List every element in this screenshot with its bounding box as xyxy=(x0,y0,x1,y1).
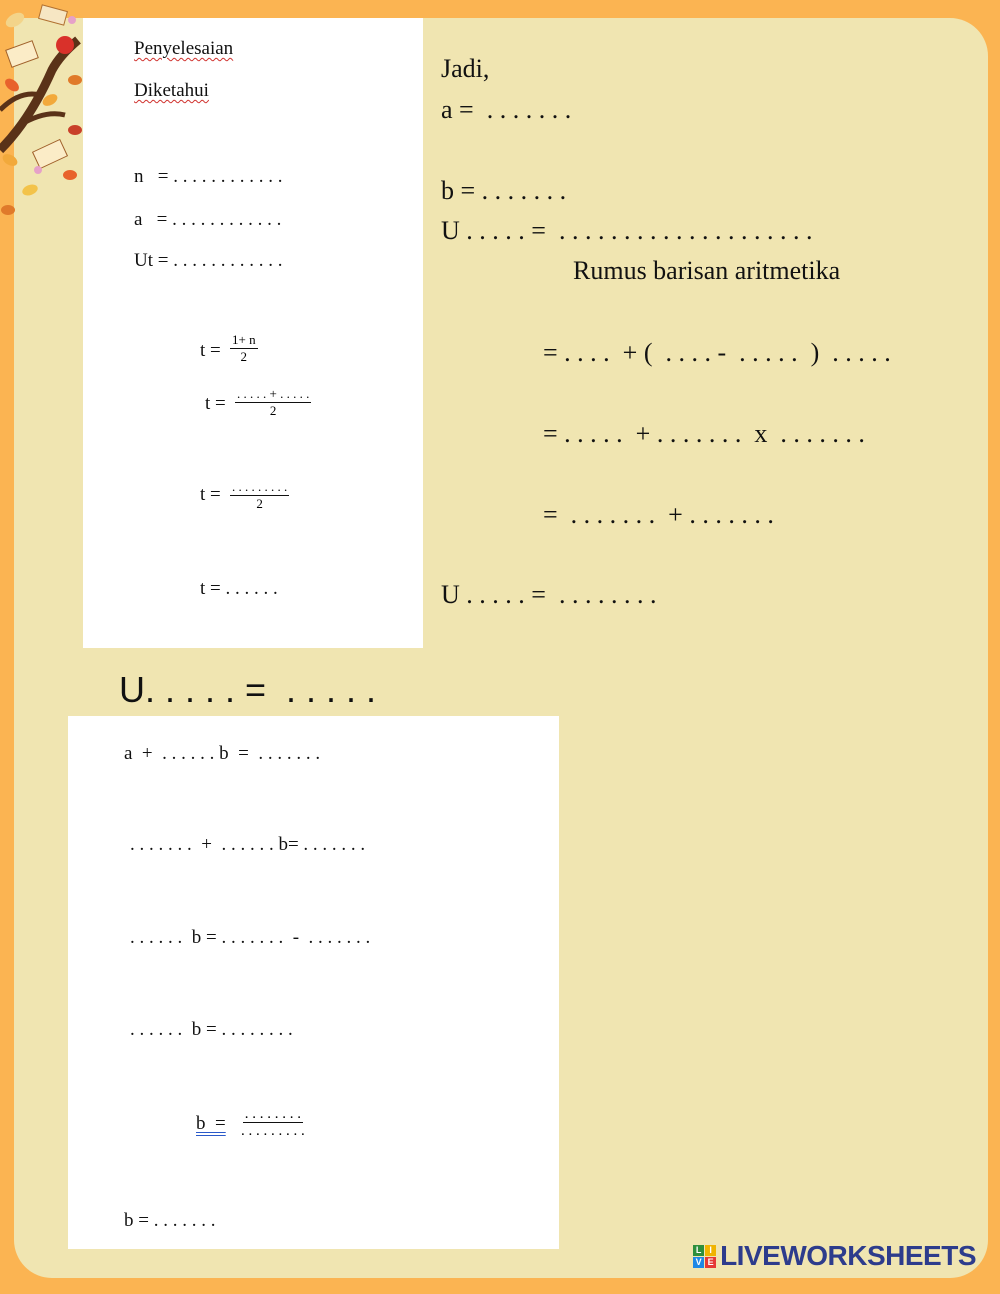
t-sum-numerator: . . . . . . . . . xyxy=(232,479,288,494)
bottom-line-2: . . . . . . . + . . . . . . b= . . . . . . . xyxy=(130,834,366,855)
jadi-label: Jadi, xyxy=(441,54,490,83)
liveworksheets-logo-icon: L I V E xyxy=(693,1245,716,1268)
step-1-line: = . . . . + ( . . . . - . . . . . ) . . . . . xyxy=(543,338,891,367)
tree-decoration-icon xyxy=(0,0,90,230)
t-formula-numerator: 1+ n xyxy=(232,332,256,347)
u-result-line: U . . . . . = . . . . . . . . xyxy=(441,580,657,609)
step-3-line: = . . . . . . . + . . . . . . . xyxy=(543,500,774,529)
b-fraction xyxy=(241,1106,305,1139)
step-2-line: = . . . . . + . . . . . . . x . . . . . . . xyxy=(543,419,865,448)
bottom-solution-panel xyxy=(68,716,559,1249)
b-fraction-label: b = xyxy=(196,1113,226,1134)
left-solution-panel xyxy=(83,18,423,648)
a-line: a = . . . . . . . . . . . . xyxy=(134,209,282,230)
bottom-line-1: a + . . . . . . b = . . . . . . . xyxy=(124,743,321,764)
t-substitution-label: t = xyxy=(205,393,226,414)
t-substitution-fraction xyxy=(235,386,311,419)
t-formula-denominator: 2 xyxy=(240,349,248,364)
b-answer-line: b = . . . . . . . xyxy=(441,176,567,205)
liveworksheets-brand xyxy=(693,1240,976,1272)
t-sum-label: t = xyxy=(200,484,221,505)
b-result-line: b = . . . . . . . xyxy=(124,1210,216,1231)
t-result-line: t = . . . . . . xyxy=(200,578,278,599)
b-fraction-denominator: . . . . . . . . . xyxy=(241,1123,305,1139)
bottom-line-4: . . . . . . b = . . . . . . . . xyxy=(130,1019,293,1040)
rule-label: Rumus barisan aritmetika xyxy=(573,256,841,285)
t-sum-denominator: 2 xyxy=(256,496,263,511)
t-sum-fraction xyxy=(230,479,289,512)
a-answer-line: a = . . . . . . . xyxy=(441,95,572,124)
u-term-line: U . . . . . = . . . . . . . . . . . . . . . . . . . . xyxy=(441,216,813,245)
t-substitution-denominator: 2 xyxy=(269,403,277,418)
u-heading: U. . . . . = . . . . . xyxy=(119,669,377,710)
t-formula-fraction xyxy=(230,332,258,365)
worksheet-page xyxy=(14,18,988,1278)
liveworksheets-wordmark: LIVEWORKSHEETS xyxy=(720,1240,976,1271)
bottom-line-3: . . . . . . b = . . . . . . . - . . . . . . . xyxy=(130,927,371,948)
t-formula-label: t = xyxy=(200,340,221,361)
known-label: Diketahui xyxy=(134,80,209,101)
t-substitution-numerator: . . . . . + . . . . . xyxy=(237,386,310,401)
n-line: n = . . . . . . . . . . . . xyxy=(134,166,283,187)
ut-line: Ut = . . . . . . . . . . . . xyxy=(134,250,283,271)
b-fraction-numerator: . . . . . . . . xyxy=(244,1106,301,1122)
panel-title: Penyelesaian xyxy=(134,38,234,59)
